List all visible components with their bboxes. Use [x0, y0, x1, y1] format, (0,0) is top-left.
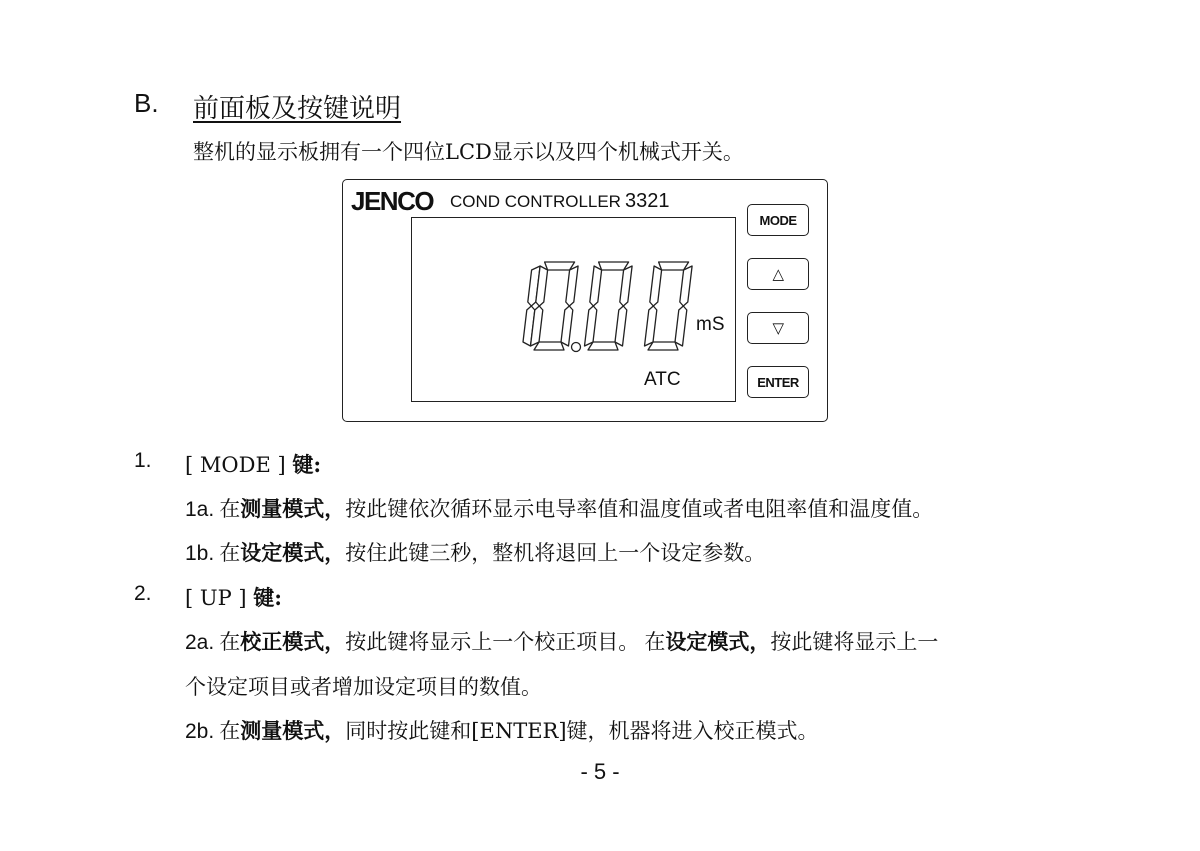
intro-paragraph: 整机的显示板拥有一个四位LCD显示以及四个机械式开关。 [193, 140, 744, 164]
up-button[interactable] [747, 258, 809, 290]
lcd-segment-b [620, 266, 632, 306]
lcd-segment-d [648, 342, 678, 350]
lcd-decimal-point [572, 343, 581, 352]
model-number: 3321 [624, 190, 670, 212]
unit-label: mS [696, 314, 725, 335]
list-item: 1b. 在设定模式，按住此键三秒，整机将退回上一个设定参数。 [185, 540, 766, 565]
section-letter: B. [134, 88, 159, 118]
item-number: 1. [134, 449, 152, 472]
model-label [450, 190, 669, 213]
list-item: 2b. 在测量模式，同时按此键和[ENTER]键，机器将进入校正模式。 [185, 718, 819, 743]
item-key-heading: [ MODE ] 键: [185, 452, 322, 477]
lcd-segment-c [561, 306, 573, 346]
key-name: MODE [199, 453, 271, 477]
down-arrow-icon: ▽ [772, 320, 784, 337]
lcd-segment-b [680, 266, 692, 306]
lcd-segment-d [534, 342, 564, 350]
lcd-segment-f [650, 266, 662, 306]
up-arrow-icon: △ [772, 266, 784, 283]
brand-logo: JENCO [351, 186, 434, 216]
list-item: 1a. 在测量模式，按此键依次循环显示电导率值和温度值或者电阻率值和温度值。 [185, 496, 934, 521]
lcd-segment-c [615, 306, 627, 346]
mode-button[interactable]: MODE [747, 204, 809, 236]
key-name: UP [199, 586, 232, 610]
lcd-segment-c [675, 306, 687, 346]
item-key-heading: [ UP ] 键: [185, 585, 283, 610]
lcd-segment-e [585, 306, 597, 346]
lcd-segment-a [659, 262, 689, 270]
section-title: 前面板及按键说明 [193, 94, 402, 124]
enter-button[interactable]: ENTER [747, 366, 809, 398]
lcd-segment-f [590, 266, 602, 306]
lcd-segment-e [645, 306, 657, 346]
atc-indicator: ATC [644, 369, 681, 390]
list-item-continuation: 个设定项目或者增加设定项目的数值。 [185, 675, 542, 699]
list-item: 2a. 在校正模式，按此键将显示上一个校正项目。 在设定模式，按此键将显示上一 [185, 629, 939, 654]
item-number: 2. [134, 582, 152, 605]
lcd-segment-a [545, 262, 575, 270]
model-name: COND CONTROLLER [450, 192, 621, 211]
lcd-display [411, 217, 736, 402]
lcd-segment-b [566, 266, 578, 306]
lcd-segment-d [588, 342, 618, 350]
lcd-digits [412, 218, 735, 401]
front-panel-figure [342, 179, 828, 422]
page-number: - 5 - [580, 759, 620, 784]
down-button[interactable] [747, 312, 809, 344]
lcd-segment-a [599, 262, 629, 270]
